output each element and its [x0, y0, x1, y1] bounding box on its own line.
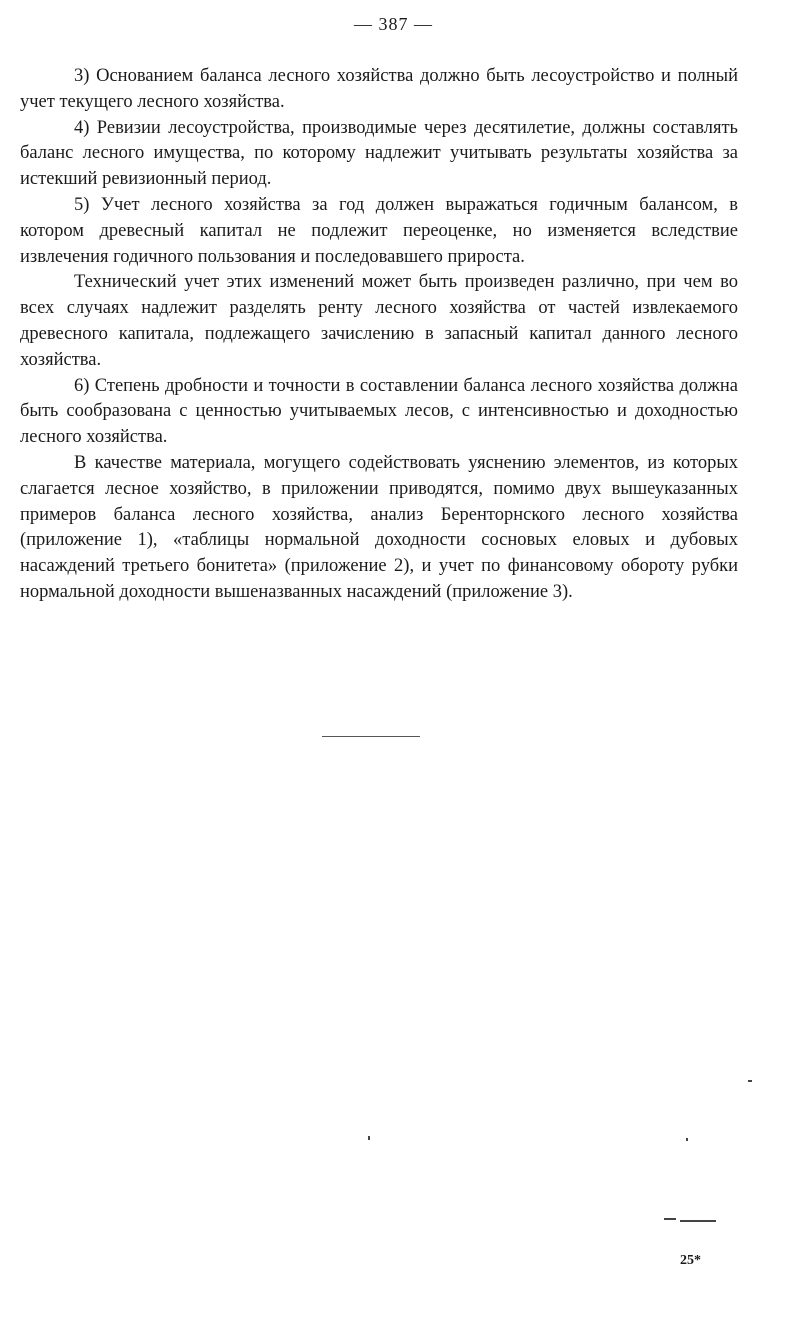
- paragraph-technical-accounting: Технический учет этих изменений может быть произведен различно, при чем во всех случаях надлежит разделять ренту лесного хозяйства от частей извлекаемого древесного капитала, подлежащего зачислению в запасный капитал данного лесного хозяйства.: [20, 272, 738, 370]
- page-number: — 387 —: [354, 14, 433, 34]
- paragraph-appendix-materials: В качестве материала, могущего содействовать уяснению элементов, из которых слагается лесное хозяйство, в приложении приводятся, помимо двух вышеуказанных примеров баланса лесного хозяйства, анализ Беренторнского лесного хозяйства (приложение 1), «таблицы нормальной доходности сосновых еловых и дубовых насаждений третьего бонитета» (приложение 2), и учет по финансовому обороту рубки нормальной доходности вышеназванных насаждений (приложение 3).: [20, 452, 738, 602]
- printer-signature: 25*: [680, 1253, 701, 1268]
- paragraph-5: 5) Учет лесного хозяйства за год должен выражаться годичным балансом, в котором древесный капитал не подлежит переоценке, но изменяется вследствие извлечения годичного пользования и последовавшего прироста.: [20, 194, 738, 267]
- text-body: [20, 64, 738, 606]
- paragraph-4: 4) Ревизии лесоустройства, производимые через десятилетие, должны составлять баланс лесного имущества, по которому надлежит учитывать результаты хозяйства за истекший ревизионный период.: [20, 117, 738, 190]
- section-separator: [322, 736, 420, 737]
- print-speck: [368, 1136, 370, 1140]
- paragraph-6: 6) Степень дробности и точности в составлении баланса лесного хозяйства должна быть сообразована с ценностью учитываемых лесов, с интенсивностью и доходностью лесного хозяйства.: [20, 375, 738, 448]
- print-speck: [664, 1218, 676, 1220]
- print-speck: [686, 1138, 688, 1141]
- print-speck: [680, 1220, 716, 1222]
- paragraph-3: 3) Основанием баланса лесного хозяйства должно быть лесоустройство и полный учет текущего лесного хозяйства.: [20, 66, 738, 112]
- print-speck: [748, 1080, 752, 1082]
